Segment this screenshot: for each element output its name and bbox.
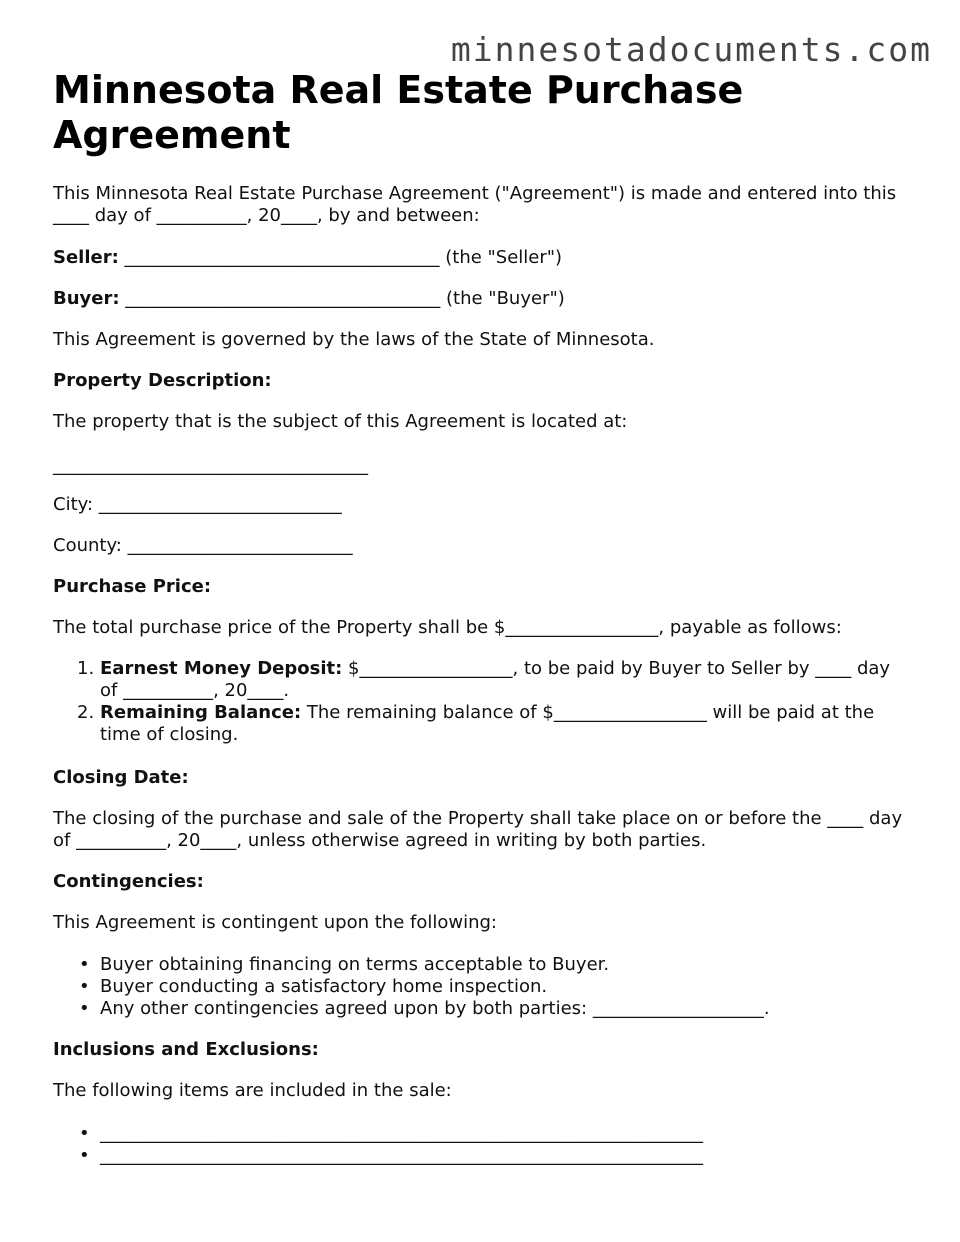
- list-item: [53, 976, 913, 998]
- bullet-icon: •: [79, 998, 90, 1019]
- price-text: The total purchase price of the Property shall be $_________________, payable as follows:: [53, 617, 842, 638]
- list-item-text: Any other contingencies agreed upon by both parties: ___________________.: [100, 998, 770, 1019]
- contingencies-list: [53, 954, 913, 1020]
- property-heading: Property Description:: [53, 370, 272, 391]
- earnest-money-text: $_________________, to be paid by Buyer to Seller by ____ day of __________, 20____.: [100, 658, 891, 701]
- earnest-money-label: Earnest Money Deposit:: [100, 658, 343, 679]
- list-item: [53, 702, 913, 746]
- inclusions-text: The following items are included in the sale:: [53, 1080, 452, 1101]
- property-text: The property that is the subject of this Agreement is located at:: [53, 411, 628, 432]
- remaining-balance-text: The remaining balance of $_________________ will be paid at the time of closing.: [100, 702, 875, 745]
- list-item: [53, 954, 913, 976]
- bullet-icon: •: [79, 976, 90, 997]
- buyer-label: Buyer:: [53, 288, 120, 309]
- seller-field: ___________________________________ (the "Seller"): [118, 247, 563, 268]
- bullet-icon: •: [79, 1145, 90, 1166]
- payment-list: [53, 658, 913, 746]
- closing-text: The closing of the purchase and sale of the Property shall take place on or before the ____ day of __________, 20____, unless otherwise agreed in writing by both parties.: [53, 808, 903, 851]
- intro-paragraph: This Minnesota Real Estate Purchase Agreement ("Agreement") is made and entered into this ____ day of __________, 20____, by and between:: [53, 183, 897, 226]
- property-city: City: ___________________________: [53, 494, 342, 515]
- site-watermark: minnesotadocuments.com: [450, 30, 932, 69]
- buyer-field: ___________________________________ (the "Buyer"): [119, 288, 565, 309]
- buyer-line: [53, 288, 565, 310]
- bullet-icon: •: [79, 1123, 90, 1144]
- document-title: Minnesota Real Estate Purchase Agreement: [53, 68, 744, 157]
- bullet-icon: •: [79, 954, 90, 975]
- contingencies-heading: Contingencies:: [53, 871, 204, 892]
- seller-label: Seller:: [53, 247, 119, 268]
- list-number: 2.: [77, 702, 95, 723]
- inclusions-heading: Inclusions and Exclusions:: [53, 1039, 319, 1060]
- contingencies-text: This Agreement is contingent upon the following:: [53, 912, 497, 933]
- closing-heading: Closing Date:: [53, 767, 189, 788]
- seller-line: [53, 247, 562, 269]
- price-heading: Purchase Price:: [53, 576, 212, 597]
- property-county: County: _________________________: [53, 535, 353, 556]
- list-item: [53, 1145, 913, 1167]
- list-item-text: Buyer conducting a satisfactory home inspection.: [100, 976, 548, 997]
- list-item-text: Buyer obtaining financing on terms acceptable to Buyer.: [100, 954, 610, 975]
- inclusions-list: [53, 1123, 913, 1167]
- list-item: [53, 1123, 913, 1145]
- list-item-text: ___________________________________________________________________: [100, 1145, 703, 1166]
- list-item-text: ___________________________________________________________________: [100, 1123, 703, 1144]
- list-number: 1.: [77, 658, 95, 679]
- list-item: [53, 998, 913, 1020]
- list-item: [53, 658, 913, 702]
- remaining-balance-label: Remaining Balance:: [100, 702, 302, 723]
- document-page: [53, 68, 913, 1166]
- governing-law-text: This Agreement is governed by the laws of the State of Minnesota.: [53, 329, 655, 350]
- property-address-line: ___________________________________: [53, 455, 368, 476]
